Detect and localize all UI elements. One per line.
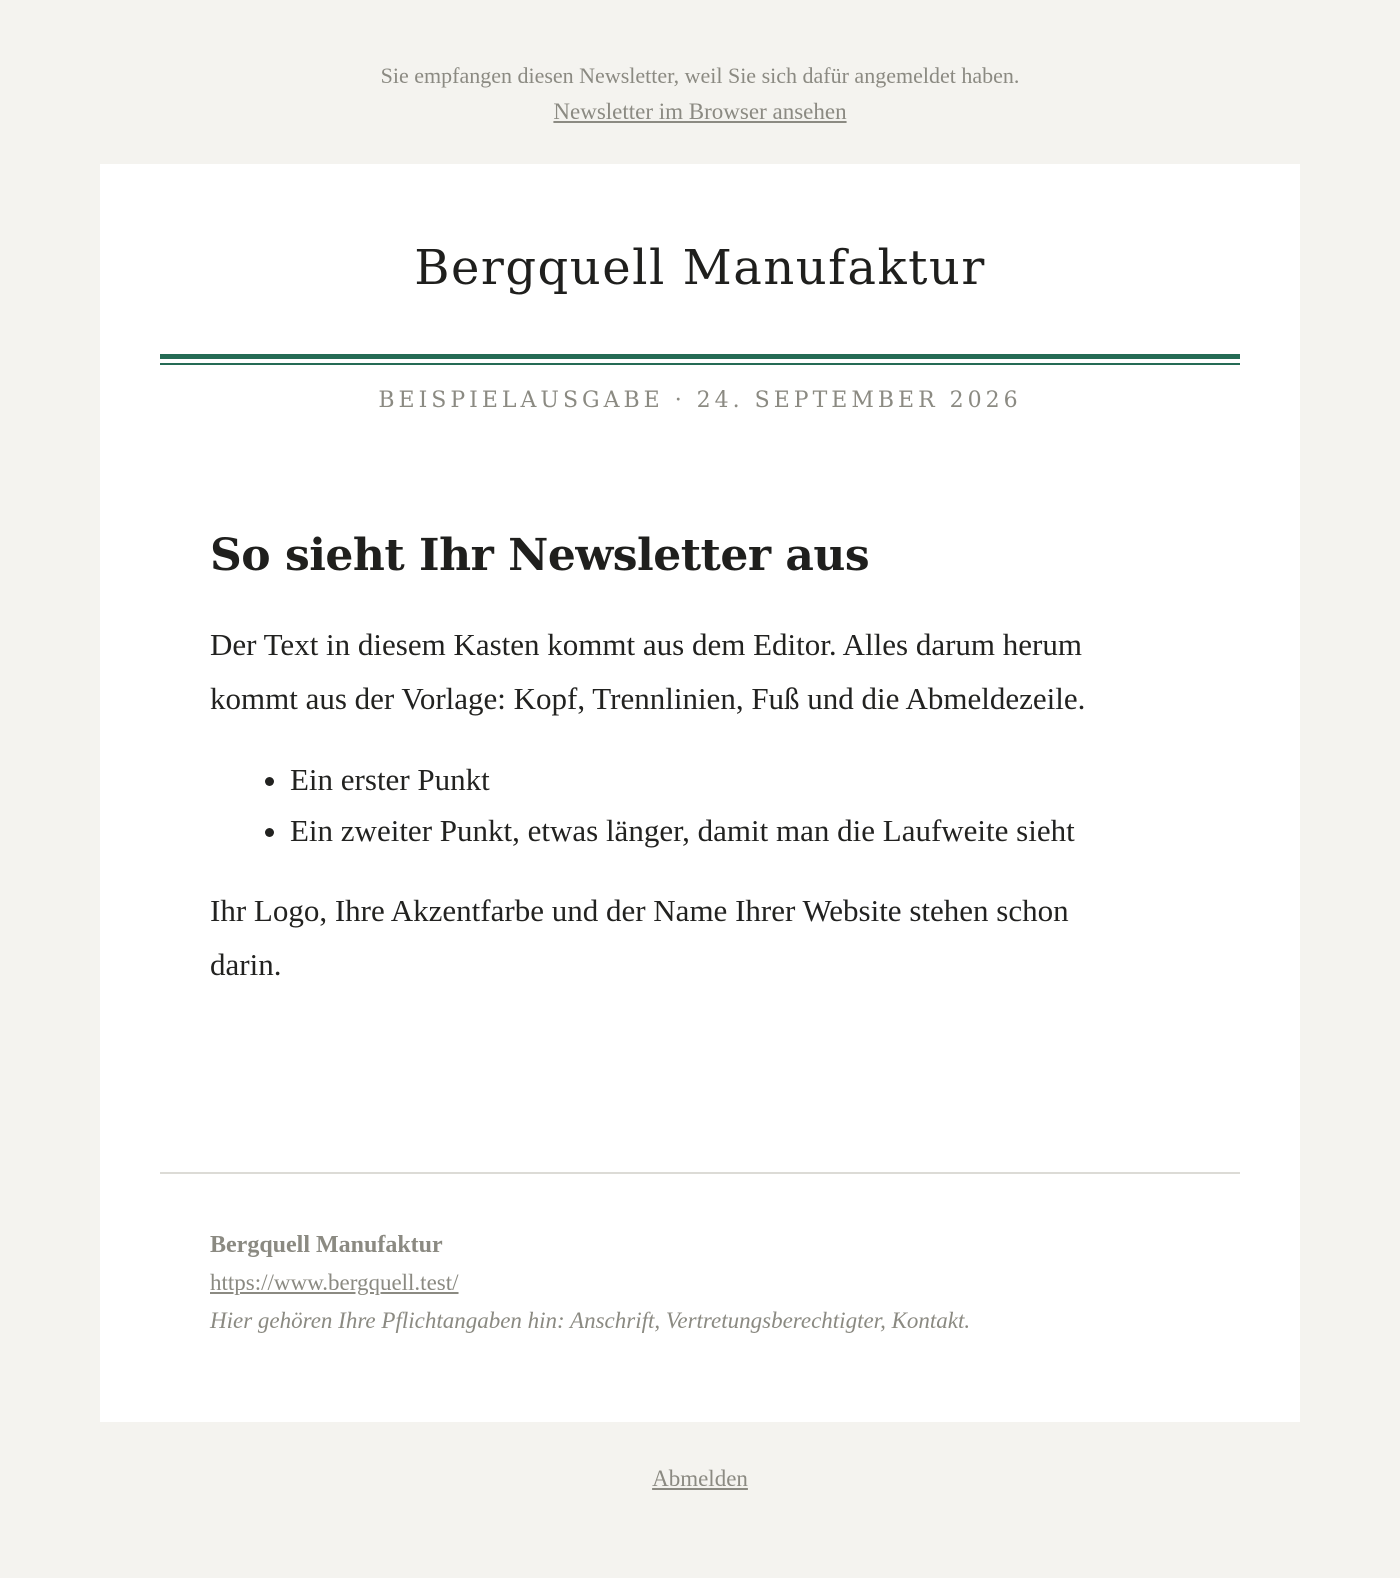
footer-company-name: Bergquell Manufaktur: [210, 1232, 443, 1258]
header-divider-thin: [160, 363, 1240, 365]
closing-paragraph: Ihr Logo, Ihre Akzentfarbe und der Name Ihrer Website stehen schon darin.: [210, 893, 1069, 982]
unsubscribe-row: [0, 1466, 1400, 1492]
brand-title: Bergquell Manufaktur: [414, 240, 986, 296]
edition-line: BEISPIELAUSGABE · 24. SEPTEMBER 2026: [378, 388, 1022, 413]
bullet-list: [210, 754, 1200, 856]
unsubscribe-link[interactable]: Abmelden: [652, 1466, 748, 1491]
footer: [210, 1226, 970, 1340]
intro-paragraph: Der Text in diesem Kasten kommt aus dem Editor. Alles darum herum kommt aus der Vorlage: Kopf, Trennlinien, Fuß und die Abmeldezeile.: [210, 627, 1086, 716]
footer-legal-note: Hier gehören Ihre Pflichtangaben hin: Anschrift, Vertretungsberechtigter, Kontakt.: [210, 1308, 971, 1333]
header-divider-thick: [160, 354, 1240, 359]
footer-divider: [160, 1172, 1240, 1174]
list-item: • Ein zweiter Punkt, etwas länger, damit man die Laufweite sieht: [290, 805, 1200, 856]
preheader: [0, 0, 1400, 130]
view-in-browser-link[interactable]: Newsletter im Browser ansehen: [553, 99, 847, 124]
newsletter-heading: So sieht Ihr Newsletter aus: [210, 530, 870, 581]
footer-website-link[interactable]: https://www.bergquell.test/: [210, 1270, 459, 1295]
preheader-notice: Sie empfangen diesen Newsletter, weil Sie sich dafür angemeldet haben.: [380, 63, 1020, 88]
list-item: • Ein erster Punkt: [290, 754, 1200, 805]
newsletter-content: [210, 524, 1200, 992]
